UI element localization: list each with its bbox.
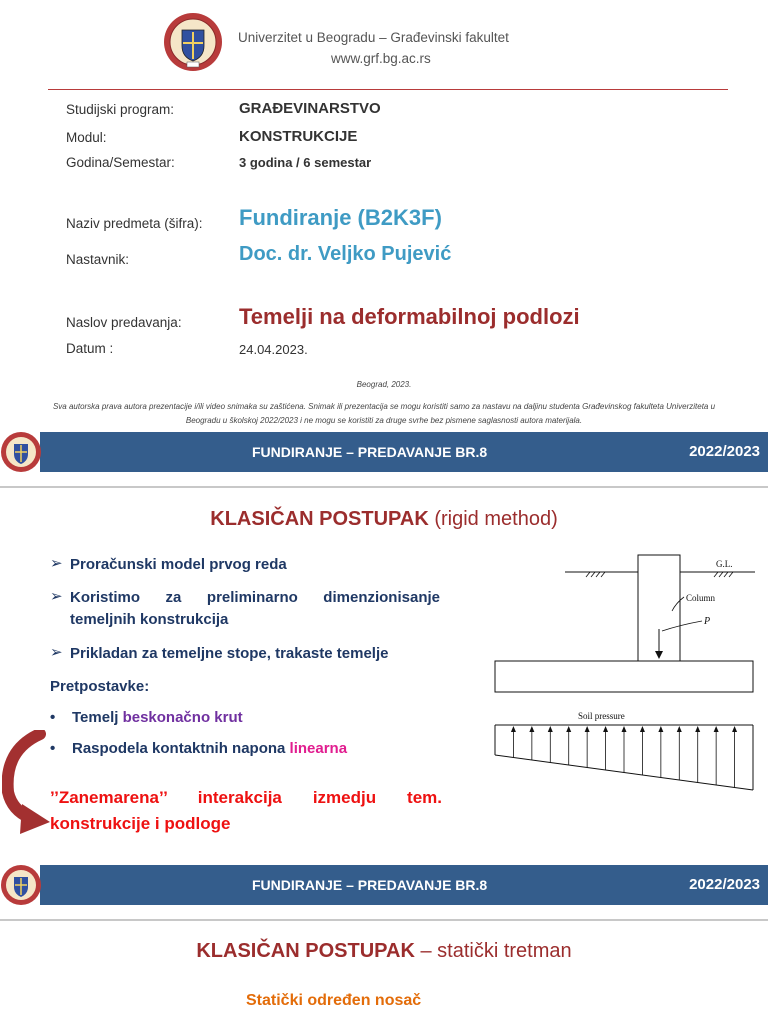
slide2-title-paren: (rigid method) bbox=[434, 508, 558, 530]
date-label: Datum : bbox=[66, 341, 114, 356]
slide-separator bbox=[0, 486, 768, 488]
pressure-arrow-head bbox=[640, 726, 645, 732]
list-item bbox=[50, 587, 442, 631]
load-label: P bbox=[704, 616, 711, 627]
slide-banner bbox=[0, 430, 768, 475]
course-label: Naziv predmeta (šifra): bbox=[66, 216, 203, 231]
pressure-arrow-head bbox=[603, 726, 608, 732]
slide2-title bbox=[0, 508, 768, 531]
interaction-note: ’’Zanemarena’’ interakcija izmedju tem. konstrukcije i podloge bbox=[50, 788, 442, 833]
soil-pressure-arrows bbox=[511, 726, 737, 788]
university-website: www.grf.bg.ac.rs bbox=[331, 51, 431, 66]
bullet-text: Koristimo za preliminarno dimenzionisanje temeljnih konstrukcija bbox=[70, 589, 440, 628]
slide3-title-rest: – statički tretman bbox=[420, 940, 572, 962]
assumption-highlight: linearna bbox=[289, 740, 348, 757]
pressure-arrow-head bbox=[714, 726, 719, 732]
date-value: 24.04.2023. bbox=[239, 342, 308, 357]
list-item bbox=[50, 709, 243, 726]
ground-level-label: G.L. bbox=[716, 559, 733, 569]
university-seal-icon bbox=[0, 863, 42, 908]
slide2-title-main: KLASIČAN POSTUPAK bbox=[210, 508, 435, 530]
title-slide bbox=[0, 0, 768, 430]
program-label: Studijski program: bbox=[66, 102, 175, 117]
assumption-text: Raspodela kontaktnih napona bbox=[72, 740, 290, 757]
lecture-label: Naslov predavanja: bbox=[66, 315, 182, 330]
university-name: Univerzitet u Beogradu – Građevinski fakultet bbox=[238, 30, 509, 45]
pressure-arrow-head bbox=[511, 726, 516, 732]
footer-city-year: Beograd, 2023. bbox=[356, 380, 412, 389]
lecture-value: Temelji na deformabilnoj podlozi bbox=[239, 304, 580, 329]
university-seal-icon bbox=[163, 10, 223, 74]
slide-banner bbox=[0, 863, 768, 908]
year-value: 3 godina / 6 semestar bbox=[239, 155, 372, 170]
slide3-title bbox=[0, 940, 768, 963]
slide3-title-main: KLASIČAN POSTUPAK bbox=[196, 940, 421, 962]
slide-separator bbox=[0, 919, 768, 921]
pressure-arrow-head bbox=[677, 726, 682, 732]
footing-diagram bbox=[490, 545, 760, 795]
pressure-arrow-head bbox=[695, 726, 700, 732]
teacher-value: Doc. dr. Veljko Pujević bbox=[239, 243, 452, 265]
teacher-label: Nastavnik: bbox=[66, 252, 130, 267]
dot-bullet-icon: • bbox=[50, 740, 56, 757]
arrow-bullet-icon: ➢ bbox=[50, 588, 63, 605]
column-label: Column bbox=[686, 593, 716, 603]
slide3-subtitle: Statički određen nosač bbox=[246, 992, 422, 1009]
module-label: Modul: bbox=[66, 130, 107, 145]
bullet-text: Prikladan za temeljne stope, trakaste temelje bbox=[70, 645, 389, 662]
course-value: Fundiranje (B2K3F) bbox=[239, 205, 442, 230]
banner-title: FUNDIRANJE – PREDAVANJE BR.8 bbox=[252, 444, 488, 460]
pressure-arrow-head bbox=[585, 726, 590, 732]
banner-year: 2022/2023 bbox=[689, 876, 760, 893]
list-item bbox=[50, 643, 442, 665]
assumptions-label: Pretpostavke: bbox=[50, 678, 150, 695]
list-item bbox=[50, 554, 442, 576]
module-value: KONSTRUKCIJE bbox=[239, 128, 358, 145]
bullet-text: Proračunski model prvog reda bbox=[70, 556, 287, 573]
banner-year: 2022/2023 bbox=[689, 443, 760, 460]
pressure-arrow-head bbox=[732, 726, 737, 732]
list-item bbox=[50, 740, 347, 757]
banner-title: FUNDIRANJE – PREDAVANJE BR.8 bbox=[252, 877, 488, 893]
arrow-bullet-icon: ➢ bbox=[50, 555, 63, 572]
program-value: GRAĐEVINARSTVO bbox=[239, 100, 381, 117]
assumption-highlight: beskonačno krut bbox=[122, 709, 243, 726]
pressure-arrow-head bbox=[548, 726, 553, 732]
university-seal-icon bbox=[0, 430, 42, 475]
pressure-arrow-head bbox=[529, 726, 534, 732]
pressure-arrow-head bbox=[566, 726, 571, 732]
assumption-text: Temelj bbox=[72, 709, 123, 726]
pressure-arrow-head bbox=[658, 726, 663, 732]
arrow-bullet-icon: ➢ bbox=[50, 644, 63, 661]
soil-pressure-label: Soil pressure bbox=[578, 711, 625, 721]
footer-copyright: Sva autorska prava autora prezentacije i/ili video snimaka su zaštićena. Snimak ili prezentacija se mogu koristiti samo za nastavu na daljinu studenta Građevinskog fakulteta Univerziteta u Beogradu u školskoj 2022/2023 i ne mogu se koristiti za druge svrhe bez pismene saglasnosti autora materijala. bbox=[52, 402, 716, 425]
header-divider bbox=[48, 89, 728, 90]
year-label: Godina/Semestar: bbox=[66, 155, 175, 170]
dot-bullet-icon: • bbox=[50, 709, 56, 726]
pressure-arrow-head bbox=[622, 726, 627, 732]
